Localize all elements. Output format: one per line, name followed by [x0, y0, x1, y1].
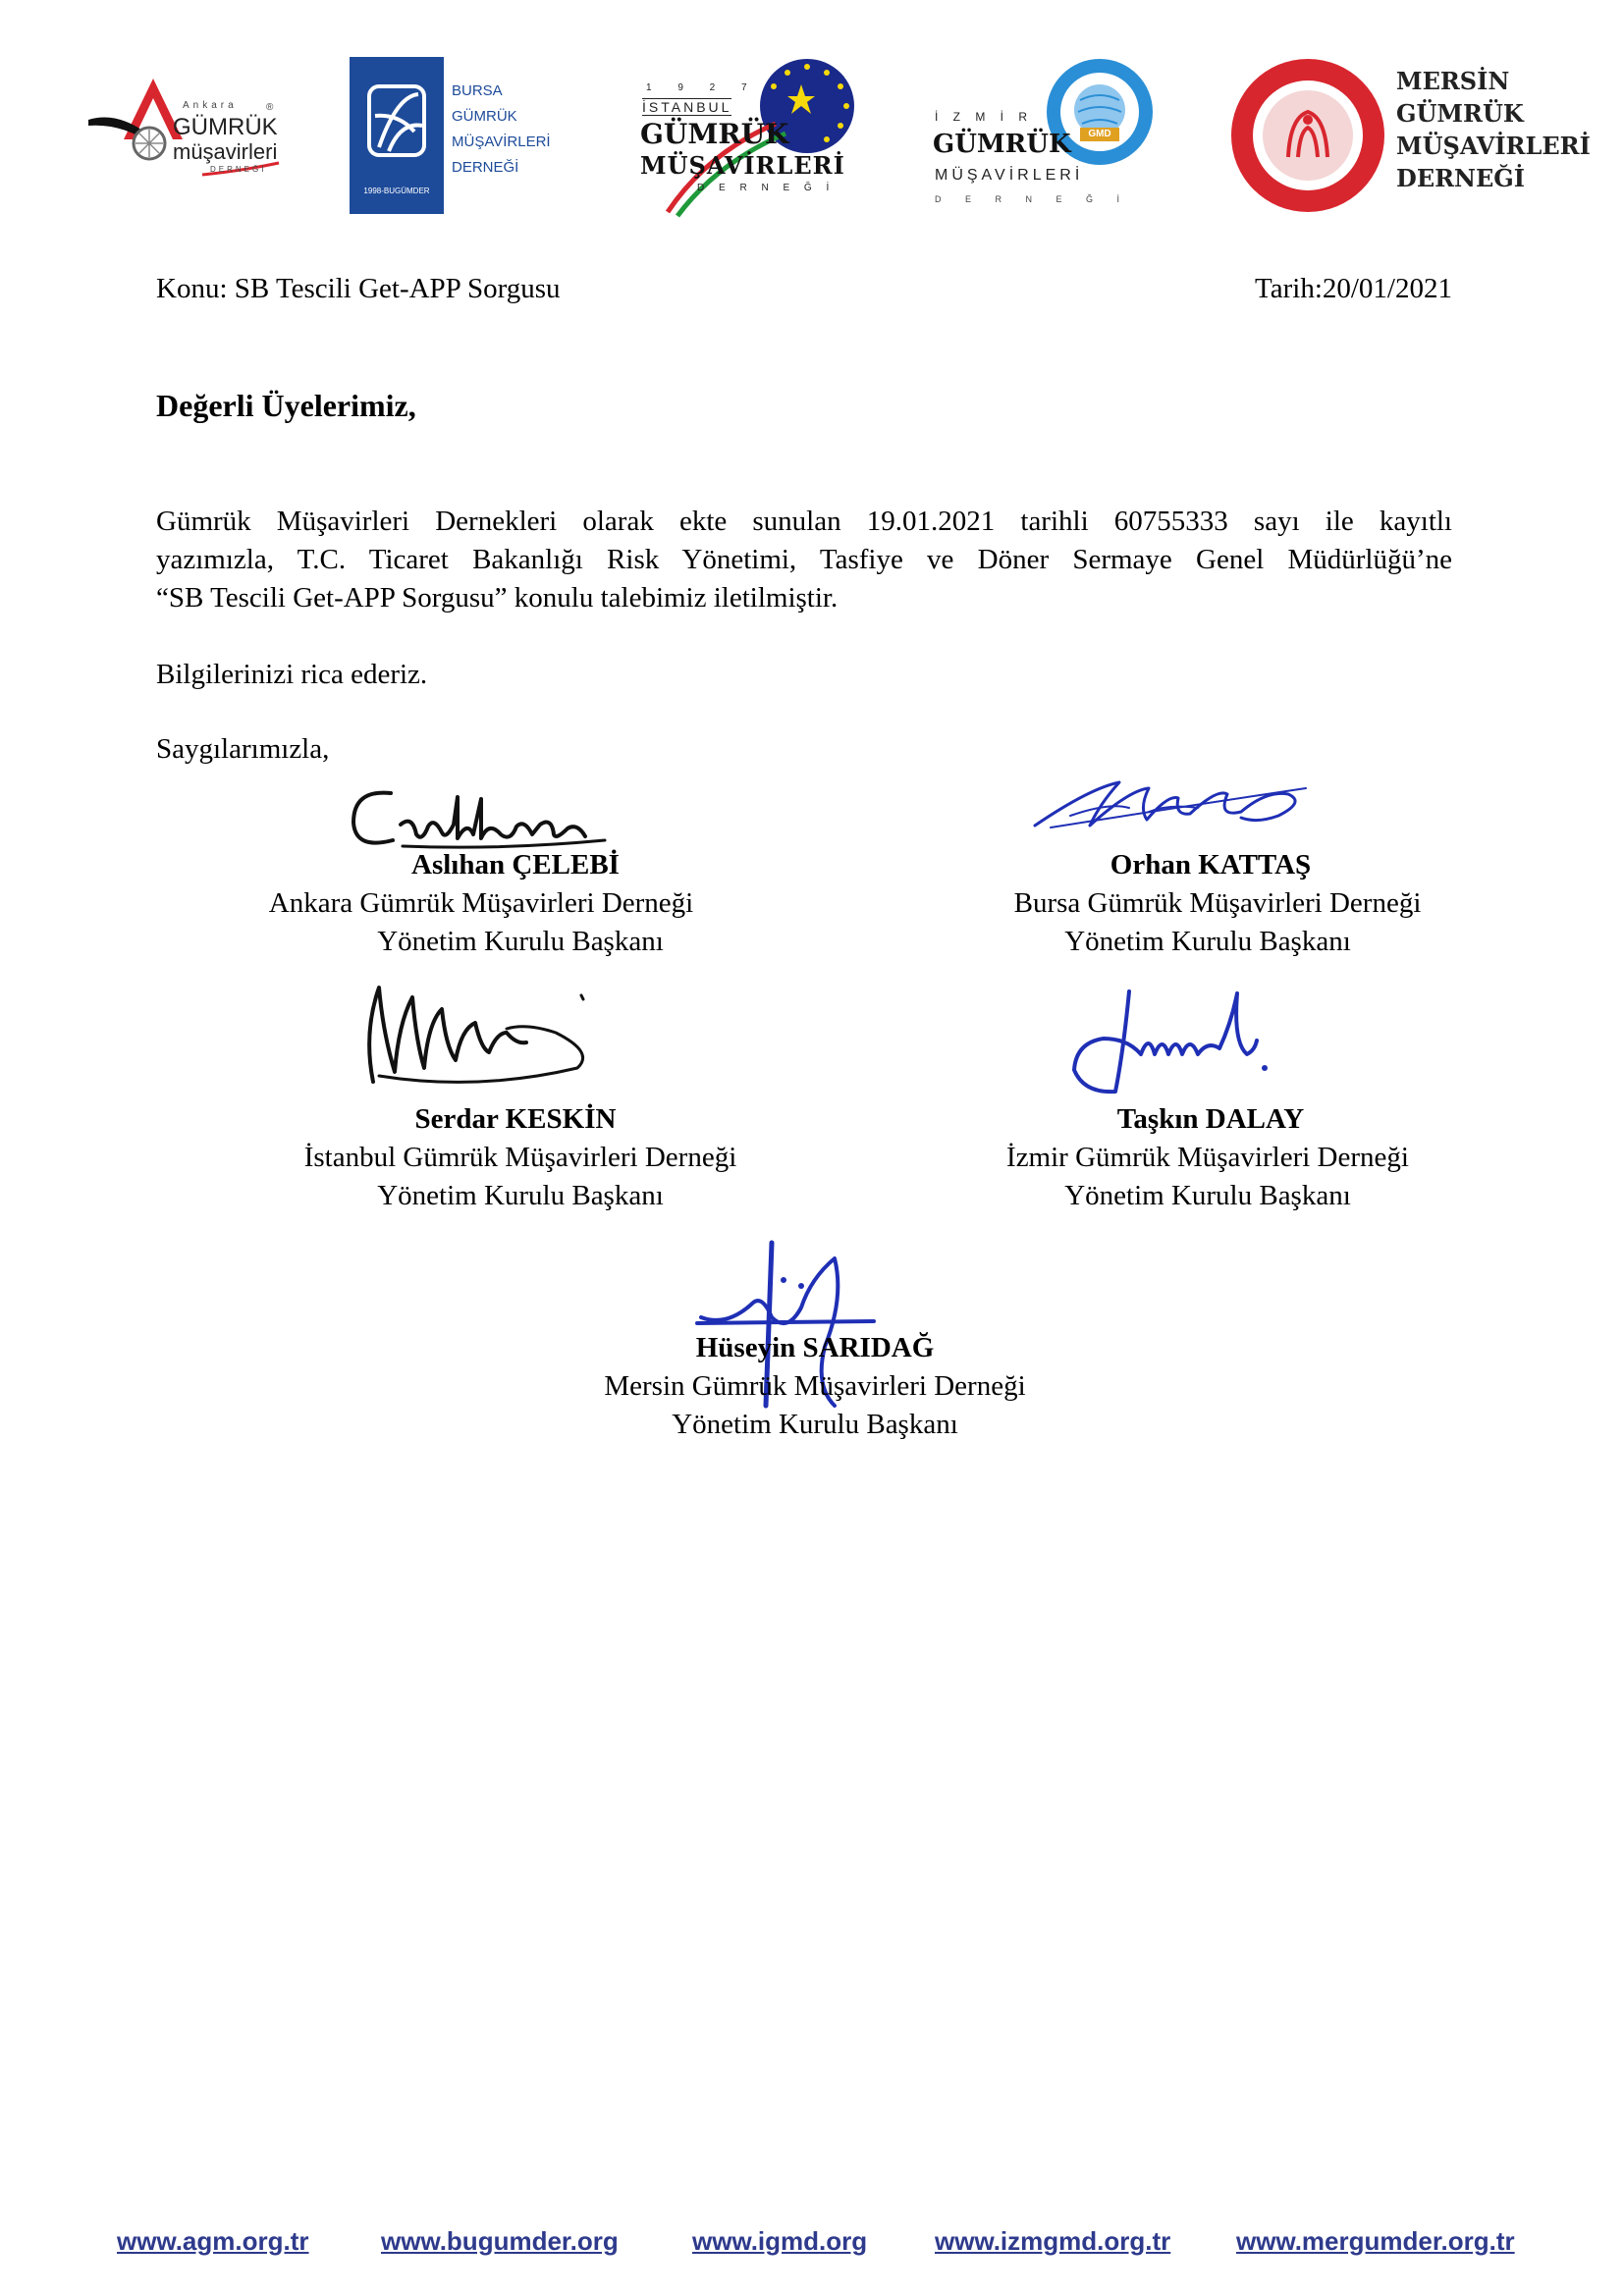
- izmir-logo-line3: D E R N E Ğ İ: [935, 194, 1131, 204]
- footer-link-izmgmd[interactable]: www.izmgmd.org.tr: [935, 2226, 1171, 2256]
- info-line: Bilgilerinizi rica ederiz.: [156, 659, 428, 690]
- body-line: yazımızla, T.C. Ticaret Bakanlığı Risk Yönetimi, Tasfiye ve Döner Sermaye Genel Müdürlüğü’ne: [156, 544, 1452, 575]
- signatory-org: İzmir Gümrük Müşavirleri Derneği: [1006, 1142, 1409, 1173]
- ankara-logo: [84, 69, 291, 187]
- signatory-block-celebi: [177, 846, 785, 961]
- signatory-title: Yönetim Kurulu Başkanı: [672, 1409, 958, 1440]
- signatory-name: Hüseyin SARIDAĞ: [695, 1332, 935, 1363]
- signatory-title: Yönetim Kurulu Başkanı: [377, 1180, 664, 1211]
- istanbul-logo-line3: D E R N E Ğ İ: [697, 183, 836, 193]
- signatory-block-saridag: [511, 1329, 1119, 1444]
- footer-link-igmd[interactable]: www.igmd.org: [692, 2226, 868, 2256]
- mersin-logo: [1231, 55, 1591, 218]
- ankara-logo-line3: DERNEĞİ: [210, 165, 267, 174]
- signatory-block-keskin: [177, 1100, 785, 1215]
- mersin-logo-line1: MERSİN: [1396, 67, 1510, 95]
- izmir-logo-line2: MÜŞAVİRLERİ: [935, 167, 1084, 184]
- mersin-seal-icon: [1231, 59, 1384, 212]
- signatory-org: Ankara Gümrük Müşavirleri Derneği: [268, 887, 694, 919]
- istanbul-logo-line2: MÜŞAVİRLERİ: [640, 151, 845, 180]
- signature-celebi-icon: [344, 777, 619, 856]
- izmir-badge-label: GMD: [1080, 128, 1119, 141]
- bursa-logo-block: [350, 57, 444, 214]
- signatory-title: Yönetim Kurulu Başkanı: [1064, 926, 1351, 957]
- signatory-title: Yönetim Kurulu Başkanı: [377, 926, 664, 957]
- date-line: Tarih:20/01/2021: [1255, 273, 1452, 304]
- footer-link-agm[interactable]: www.agm.org.tr: [117, 2226, 309, 2256]
- bursa-logo-line1: BURSA: [452, 82, 503, 99]
- signatory-org: İstanbul Gümrük Müşavirleri Derneği: [303, 1142, 737, 1173]
- signatory-org: Bursa Gümrük Müşavirleri Derneği: [1013, 887, 1422, 919]
- istanbul-logo-city: İSTANBUL: [642, 99, 732, 115]
- ankara-logo-line2: müşavirleri: [173, 139, 278, 164]
- izmir-logo-city: İ Z M İ R: [935, 110, 1033, 124]
- closing-line: Saygılarımızla,: [156, 733, 330, 765]
- signatory-name: Aslıhan ÇELEBİ: [411, 849, 620, 881]
- signatory-name: Orhan KATTAŞ: [1110, 849, 1312, 881]
- signature-kattas-icon: [1031, 769, 1316, 847]
- registered-mark: ®: [266, 102, 274, 113]
- ankara-logo-line1: GÜMRÜK: [173, 114, 278, 140]
- signatory-org: Mersin Gümrük Müşavirleri Derneği: [604, 1370, 1026, 1402]
- istanbul-logo-year: 1 9 2 7: [646, 82, 759, 93]
- izmir-logo: [929, 59, 1155, 222]
- footer-link-bugumder[interactable]: www.bugumder.org: [381, 2226, 619, 2256]
- footer-link-mergumder[interactable]: www.mergumder.org.tr: [1236, 2226, 1515, 2256]
- mersin-logo-line3: MÜŞAVİRLERİ: [1396, 132, 1591, 160]
- bursa-emblem-icon: [350, 57, 444, 185]
- bursa-logo-line3: MÜŞAVİRLERİ: [452, 133, 551, 150]
- signatory-block-dalay: [933, 1100, 1502, 1215]
- body-line: Gümrük Müşavirleri Dernekleri olarak ekte sunulan 19.01.2021 tarihli 60755333 sayı ile kayıtlı: [156, 506, 1452, 537]
- bursa-logo-line4: DERNEĞİ: [452, 159, 519, 176]
- salutation: Değerli Üyelerimiz,: [156, 388, 416, 423]
- signatory-block-kattas: [933, 846, 1502, 961]
- bursa-logo-since: 1998-BUGÜMDER: [363, 187, 430, 195]
- signature-keskin-icon: [359, 974, 595, 1092]
- signatory-name: Serdar KESKİN: [414, 1103, 617, 1135]
- signature-dalay-icon: [1060, 984, 1296, 1111]
- istanbul-logo: [638, 55, 864, 218]
- izmir-logo-line1: GÜMRÜK: [933, 130, 1071, 159]
- ankara-logo-small: Ankara: [183, 100, 238, 111]
- body-paragraph: [156, 503, 1452, 617]
- signatory-name: Taşkın DALAY: [1116, 1103, 1305, 1135]
- bursa-logo: [350, 57, 551, 216]
- signatory-title: Yönetim Kurulu Başkanı: [1064, 1180, 1351, 1211]
- subject-line: Konu: SB Tescili Get-APP Sorgusu: [156, 273, 561, 304]
- mersin-logo-line4: DERNEĞİ: [1396, 164, 1526, 192]
- bursa-logo-line2: GÜMRÜK: [452, 108, 517, 125]
- mersin-logo-line2: GÜMRÜK: [1396, 99, 1524, 128]
- istanbul-logo-line1: GÜMRÜK: [640, 118, 789, 150]
- body-line: “SB Tescili Get-APP Sorgusu” konulu talebimiz iletilmiştir.: [156, 582, 839, 614]
